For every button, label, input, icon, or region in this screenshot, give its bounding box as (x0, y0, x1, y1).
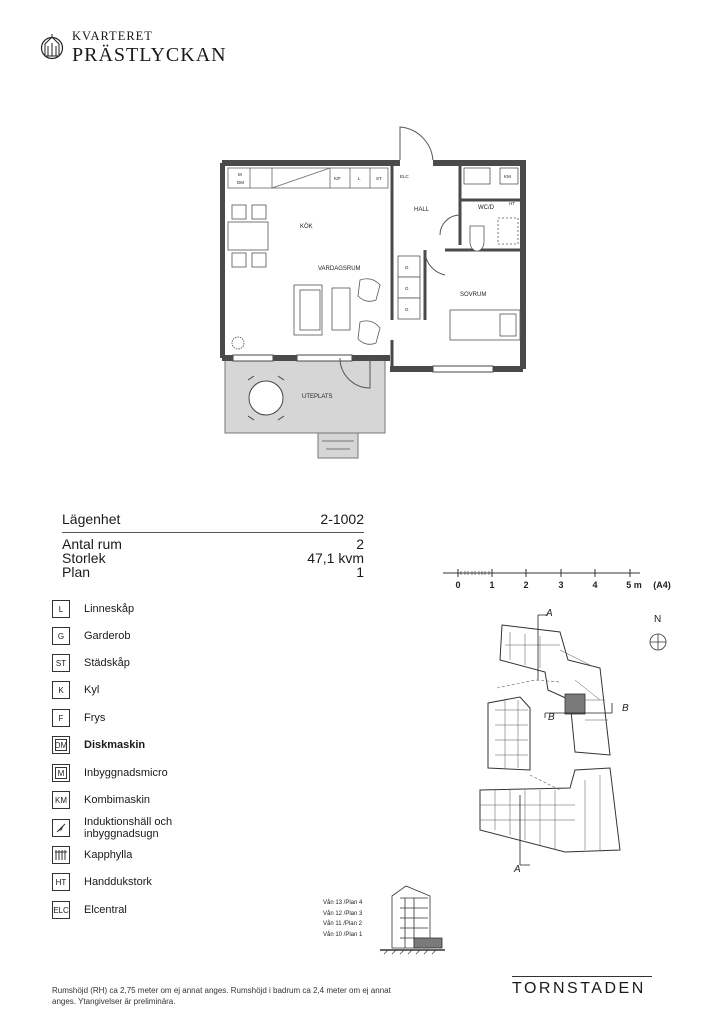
svg-text:ST: ST (376, 176, 382, 181)
section-label: A (546, 608, 553, 619)
floor-highlight (414, 938, 442, 948)
legend-item (52, 654, 130, 672)
brand-line1: KVARTERET (72, 29, 153, 43)
legend-label: Elcentral (84, 904, 127, 916)
info-value: 2 (356, 536, 364, 552)
scale-tick-label: 0 (455, 580, 461, 590)
legend-item (52, 901, 127, 919)
legend-code: L (52, 600, 70, 618)
info-divider (62, 532, 364, 533)
kitchen-counter (228, 168, 388, 188)
info-label: Storlek (62, 550, 106, 566)
brand-line2: PRÄSTLYCKAN (72, 43, 227, 66)
scale-paper-label: (A4) (653, 580, 671, 590)
floor-label: Vån 13 /Plan 4 (323, 900, 363, 906)
info-row-floor (62, 565, 364, 579)
info-value: 47,1 kvm (307, 550, 364, 566)
legend-label: Kapphylla (84, 849, 133, 861)
plant (232, 337, 244, 349)
legend-item (52, 764, 168, 782)
wardrobes (398, 256, 420, 319)
info-label: Plan (62, 564, 91, 580)
scale-tick-label: 3 (558, 580, 564, 590)
section-label: B (622, 703, 629, 714)
legend-item (52, 791, 150, 809)
floor-label: Vån 10 /Plan 1 (323, 932, 363, 938)
scale-tick-label: 2 (523, 580, 529, 590)
legend-label: Kombimaskin (84, 794, 151, 806)
scale-tick-label: 1 (489, 580, 495, 590)
coffee-table (332, 288, 350, 330)
patio-steps (318, 433, 358, 458)
armchairs (358, 279, 380, 345)
info-label: Antal rum (62, 536, 122, 552)
svg-text:HT: HT (509, 201, 515, 206)
building-crest-icon (40, 32, 64, 62)
legend-label: Garderob (84, 630, 131, 642)
section-label: A (514, 864, 521, 875)
info-value: 1 (356, 564, 364, 580)
info-row-size (62, 551, 364, 565)
compass-icon (650, 614, 666, 650)
svg-text:G: G (405, 307, 409, 312)
dining-set (228, 205, 268, 267)
svg-text:DM: DM (237, 180, 244, 185)
floor-plan (220, 125, 530, 465)
legend-code: ST (52, 654, 70, 672)
room-label-wc: WC/D (478, 205, 494, 211)
floor-label: Vån 12 /Plan 3 (323, 911, 363, 917)
legend-label: Inbyggnadsmicro (84, 767, 168, 779)
developer-logo: TORNSTADEN (512, 976, 652, 998)
legend-code: K (52, 681, 70, 699)
legend-item (52, 736, 145, 754)
legend-code: G (52, 627, 70, 645)
legend-code: ELC (52, 901, 70, 919)
legend-code: DM (52, 736, 70, 754)
legend-label: Städskåp (84, 657, 130, 669)
legend-item (52, 816, 194, 840)
info-value: 2-1002 (320, 511, 364, 527)
svg-text:KM: KM (504, 174, 511, 179)
legend-label: Linneskåp (84, 603, 135, 615)
legend-item (52, 846, 132, 864)
bed (450, 310, 520, 340)
room-label-living: VARDAGSRUM (318, 266, 361, 272)
apartment-highlight (565, 694, 585, 714)
footnote: Rumshöjd (RH) ca 2,75 meter om ej annat anges. Rumshöjd i badrum ca 2,4 meter om ej annat anges. Ytangivelser är preliminära. (52, 986, 391, 1006)
legend-label: Frys (84, 712, 106, 724)
site-plan (455, 605, 690, 875)
info-row-rooms (62, 537, 364, 551)
coat-rack-icon (52, 846, 70, 864)
floor-label: Vån 11 /Plan 2 (323, 921, 362, 927)
legend-item (52, 681, 99, 699)
svg-text:K/F: K/F (334, 176, 342, 181)
legend-label: Handdukstork (84, 876, 152, 888)
svg-text:M: M (238, 172, 242, 177)
legend-item (52, 873, 152, 891)
sofa (294, 285, 322, 335)
svg-text:ELC: ELC (400, 174, 409, 179)
legend-label: Diskmaskin (84, 739, 146, 751)
legend-code: F (52, 709, 70, 727)
legend-item (52, 709, 105, 727)
scale-tick-label: 4 (592, 580, 598, 590)
legend-code: KM (52, 791, 70, 809)
brand-logo (40, 30, 227, 65)
room-label-kitchen: KÖK (300, 224, 313, 230)
info-row-apartment (62, 512, 364, 526)
room-label-hall: HALL (414, 207, 430, 213)
scale-tick-label: 5 m (626, 580, 642, 590)
legend-code: HT (52, 873, 70, 891)
legend-item (52, 627, 130, 645)
stove-icon (52, 819, 70, 837)
svg-text:L: L (358, 176, 361, 181)
scale-bar (440, 565, 680, 600)
room-label-patio: UTEPLATS (302, 394, 333, 400)
info-label: Lägenhet (62, 511, 121, 527)
north-label: N (654, 614, 662, 625)
legend-item (52, 600, 134, 618)
legend-code: M (52, 764, 70, 782)
section-label: B (548, 712, 555, 723)
section-diagram (320, 880, 450, 960)
svg-text:G: G (405, 265, 409, 270)
apartment-info (62, 512, 364, 579)
legend-label: Kyl (84, 684, 100, 696)
room-label-bedroom: SOVRUM (460, 292, 487, 298)
legend-label: Induktionshäll och inbyggnadsugn (84, 816, 173, 840)
svg-text:G: G (405, 286, 409, 291)
